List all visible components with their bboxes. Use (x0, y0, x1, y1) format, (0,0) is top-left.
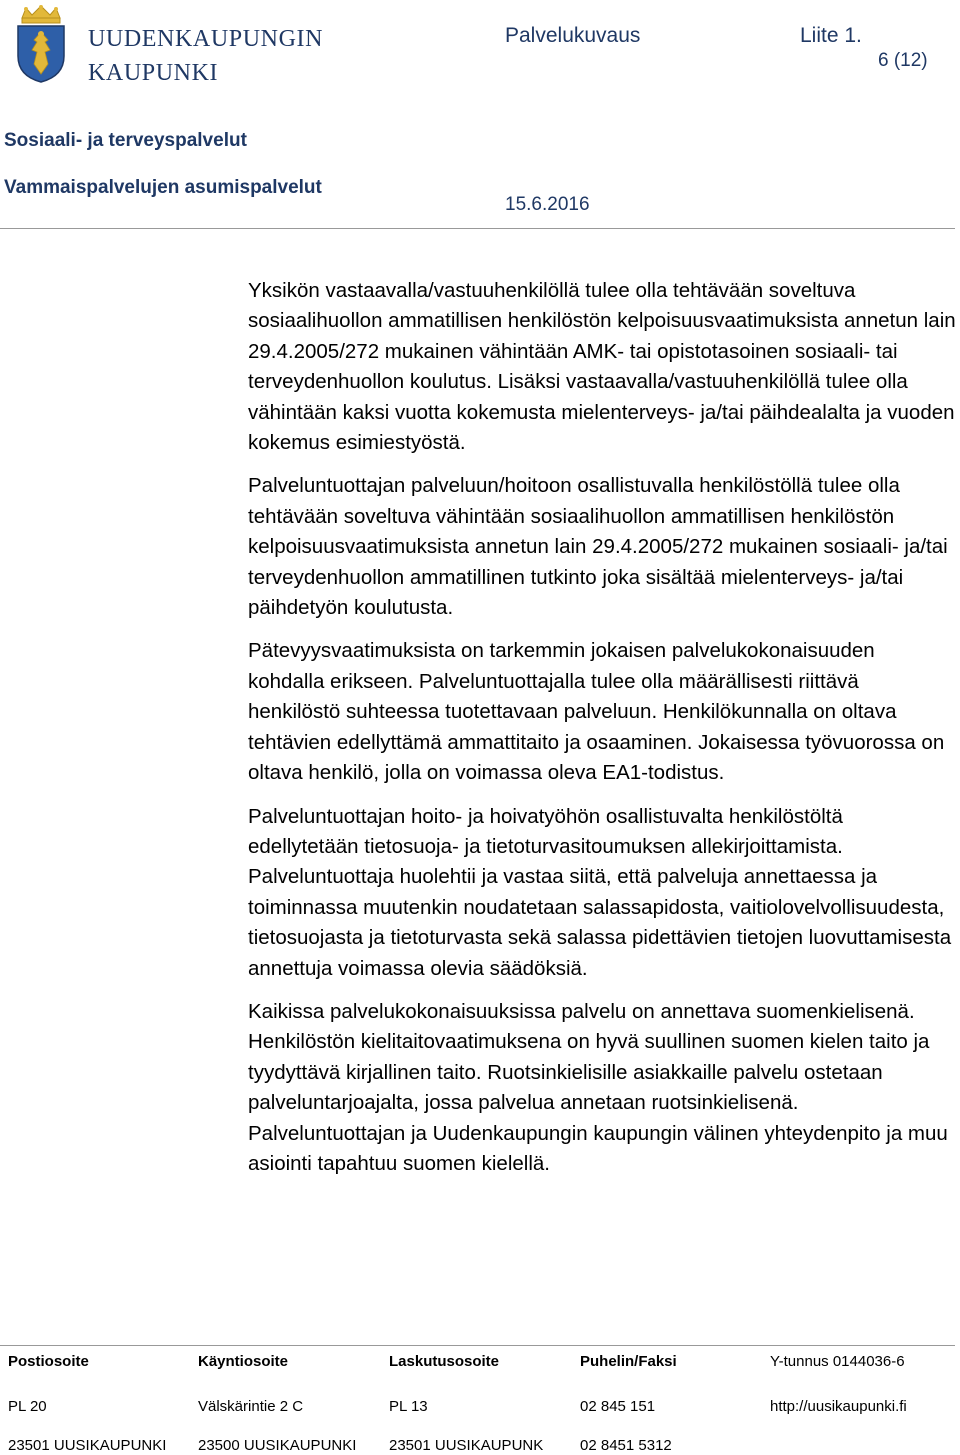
paragraph: Palveluntuottajan hoito- ja hoivatyöhön osallistuvalta henkilöstöltä edellytetään tietosuoja- ja tietoturvasitoumuksen allekirjoittamista. Palveluntuottaja huolehtii ja vastaa siitä, että palveluja annettaessa ja toiminnassa muutenkin noudatetaan salassapidosta, vaitiolovelvollisuudesta, tietosuojasta ja tietoturvasta sekä salassa pidettävien tietojen luovuttamisesta annettuja voimassa olevia säädöksiä. (248, 804, 952, 980)
footer-divider (0, 1345, 955, 1346)
organization-name-line1: UUDENKAUPUNGIN (88, 26, 324, 52)
footer-visiting-street: Välskärintie 2 C (198, 1398, 304, 1415)
footer-heading-phone: Puhelin/Faksi (580, 1353, 677, 1370)
appendix-label: Liite 1. (800, 24, 862, 47)
footer-website-link[interactable]: http://uusikaupunki.fi (770, 1398, 907, 1415)
footer-billing-city: 23501 UUSIKAUPUNK (389, 1437, 544, 1454)
footer-billing-box: PL 13 (389, 1398, 428, 1415)
footer-postal-box: PL 20 (8, 1398, 47, 1415)
city-crest-logo (12, 4, 70, 84)
footer-business-id: Y-tunnus 0144036-6 (770, 1353, 905, 1370)
paragraph: Pätevyysvaatimuksista on tarkemmin jokaisen palvelukokonaisuuden kohdalla erikseen. Palveluntuottajalla tulee olla määrällisesti riittävä henkilöstö suhteessa tuotettavaan palveluun. Henkilökunnalla on oltava tehtävien edellyttämä ammattitaito ja osaaminen. Jokaisessa työvuorossa on oltava henkilö, jolla on voimassa oleva EA1-todistus. (248, 639, 945, 785)
footer-heading-visiting: Käyntiosoite (198, 1353, 289, 1370)
footer-heading-billing: Laskutusosoite (389, 1353, 500, 1370)
paragraph: Yksikön vastaavalla/vastuuhenkilöllä tulee olla tehtävään soveltuva sosiaalihuollon ammatillisen henkilöstön kelpoisuusvaatimuksista annetun lain 29.4.2005/272 mukainen vähintään AMK- tai opistotasoinen sosiaali- tai terveydenhuollon koulutus. Lisäksi vastaavalla/vastuuhenkilöllä tulee olla vähintään kaksi vuotta kokemusta mielenterveys- ja/tai päihdealalta ja vuoden kokemus esimiestyöstä. (248, 279, 956, 455)
footer-fax: 02 8451 5312 (580, 1437, 672, 1454)
document-type: Palvelukuvaus (505, 24, 641, 47)
document-body (248, 276, 956, 1192)
footer-visiting-city: 23500 UUSIKAUPUNKI (198, 1437, 357, 1454)
page-number: 6 (12) (878, 50, 928, 71)
unit-title: Vammaispalvelujen asumispalvelut (4, 177, 322, 198)
footer-postal-city: 23501 UUSIKAUPUNKI (8, 1437, 167, 1454)
document-date: 15.6.2016 (505, 194, 590, 215)
department-title: Sosiaali- ja terveyspalvelut (4, 130, 247, 151)
organization-name-line2: KAUPUNKI (88, 60, 219, 86)
organization-name (88, 22, 323, 90)
paragraph: Palveluntuottajan palveluun/hoitoon osallistuvalla henkilöstöllä tulee olla tehtävään soveltuva vähintään sosiaalihuollon ammatillisen henkilöstön kelpoisuusvaatimuksista annetun lain 29.4.2005/272 mukainen sosiaali- ja/tai terveydenhuollon ammatillinen tutkinto joka sisältää mielenterveys- ja/tai päihdetyön koulutusta. (248, 474, 948, 620)
paragraph: Kaikissa palvelukokonaisuuksissa palvelu on annettava suomenkielisenä. Henkilöstön kielitaitovaatimuksena on hyvä suullinen suomen kielen taito ja tyydyttävä kirjallinen taito. Ruotsinkielisille asiakkaille palvelu ostetaan palveluntarjoajalta, jossa palvelua annetaan ruotsinkielisenä. Palveluntuottajan ja Uudenkaupungin kaupungin välinen yhteydenpito ja muu asiointi tapahtuu suomen kielellä. (248, 999, 948, 1175)
footer-heading-postal: Postiosoite (8, 1353, 89, 1370)
header-divider (0, 228, 955, 229)
footer-phone: 02 845 151 (580, 1398, 656, 1415)
